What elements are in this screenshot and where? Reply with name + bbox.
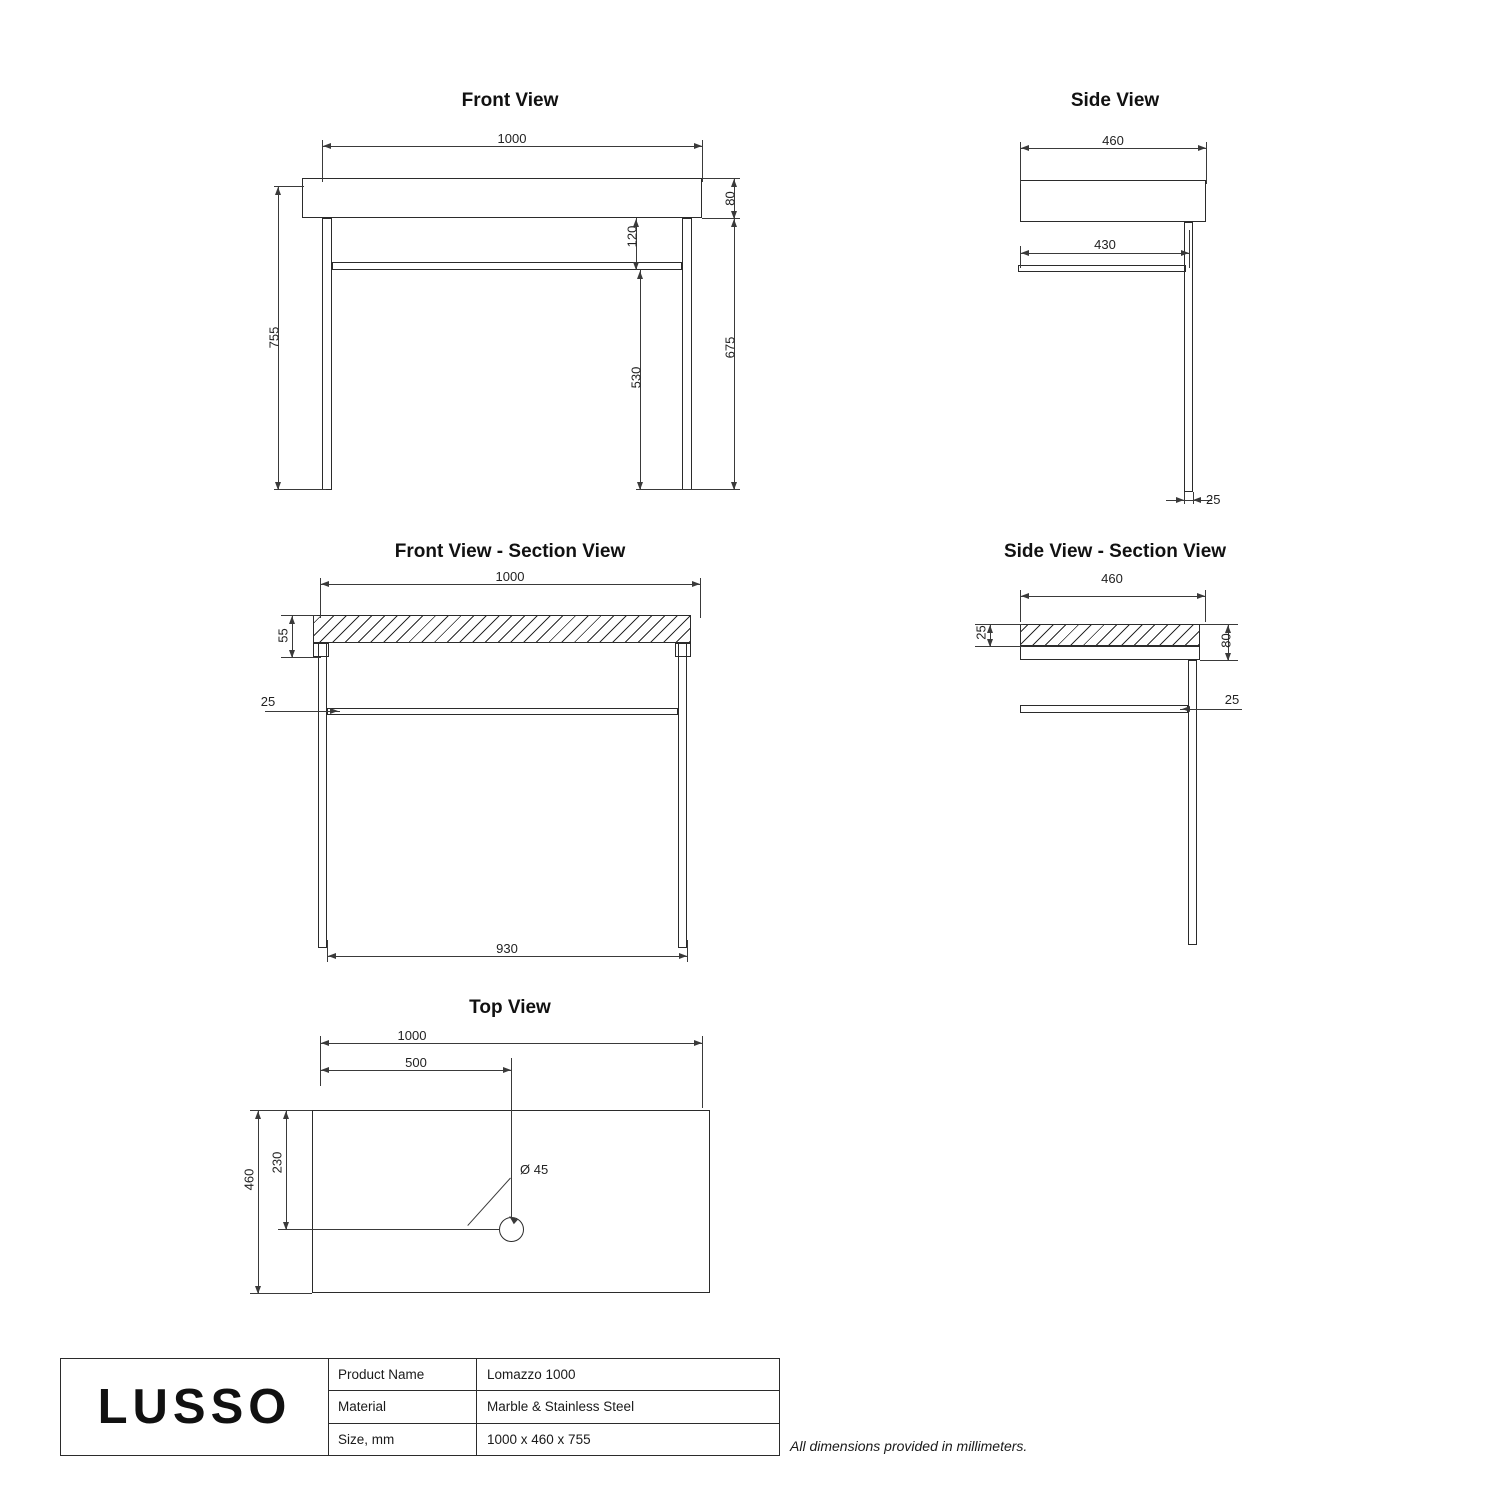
front-section-leg-right xyxy=(678,643,687,948)
spec-label-size: Size, mm xyxy=(329,1424,477,1455)
top-460-dimline xyxy=(258,1110,259,1293)
spec-row-product-name xyxy=(329,1359,779,1391)
spec-label-material: Material xyxy=(329,1391,477,1422)
top-230-dimline xyxy=(286,1110,287,1229)
fs-25-value: 25 xyxy=(260,694,276,709)
side-25-arrow-a xyxy=(1176,497,1184,503)
top-500-value: 500 xyxy=(405,1055,427,1070)
side-section-rail xyxy=(1020,705,1188,713)
fs-930-dimline xyxy=(327,956,687,957)
front-section-title: Front View - Section View xyxy=(394,541,626,562)
top-1000-arrow-right xyxy=(694,1040,702,1046)
front-width-arrow-right xyxy=(694,143,702,149)
fs-25-dimline xyxy=(265,711,340,712)
front-width-ext-right xyxy=(702,140,703,182)
hole-diameter-value: Ø 45 xyxy=(520,1162,549,1177)
top-1000-dimline xyxy=(320,1043,702,1044)
front-thick-value: 80 xyxy=(722,191,738,206)
side-section-top-hatch xyxy=(1020,624,1200,646)
ss-460-ext-right xyxy=(1205,590,1206,622)
top-1000-arrow-left xyxy=(321,1040,329,1046)
front-675-value: 675 xyxy=(722,336,738,359)
ss-80-value: 80 xyxy=(1218,633,1234,648)
top-460-arrow-up xyxy=(255,1111,261,1119)
front-530-value: 530 xyxy=(628,366,644,389)
fs-930-arrow-right xyxy=(679,953,687,959)
front-section-top-hatch xyxy=(313,615,691,643)
ss-25b-arrow xyxy=(1182,706,1190,712)
top-230-arrow-down xyxy=(283,1222,289,1230)
side-460-arrow-right xyxy=(1198,145,1206,151)
side-section-top-body xyxy=(1020,646,1200,660)
spec-table xyxy=(329,1359,779,1455)
top-230-arrow-up xyxy=(283,1111,289,1119)
ss-460-arrow-left xyxy=(1021,593,1029,599)
side-430-value: 430 xyxy=(1094,237,1116,252)
fs-1000-dimline xyxy=(320,584,700,585)
front-width-arrow-left xyxy=(323,143,331,149)
side-460-dimline xyxy=(1020,148,1206,149)
title-block xyxy=(60,1358,780,1456)
front-leg-right xyxy=(682,218,692,490)
top-500-dimline xyxy=(320,1070,511,1071)
side-top-slab xyxy=(1020,180,1206,222)
units-footnote: All dimensions provided in millimeters. xyxy=(790,1438,1028,1454)
side-section-leg xyxy=(1188,660,1197,945)
top-230-ext-bot xyxy=(278,1229,500,1230)
side-460-ext-right xyxy=(1206,142,1207,184)
side-section-title: Side View - Section View xyxy=(1003,541,1227,562)
spec-value-material: Marble & Stainless Steel xyxy=(487,1399,635,1415)
front-width-dimline xyxy=(322,146,702,147)
spec-label-product-name: Product Name xyxy=(329,1359,477,1390)
front-height-arrow-down xyxy=(275,482,281,490)
fs-1000-arrow-left xyxy=(321,581,329,587)
spec-value-product-name: Lomazzo 1000 xyxy=(487,1367,576,1383)
ss-460-arrow-right xyxy=(1197,593,1205,599)
spec-value-size: 1000 x 460 x 755 xyxy=(487,1431,591,1447)
top-460-value: 460 xyxy=(241,1168,257,1191)
ss-25-value: 25 xyxy=(973,625,989,640)
front-width-value: 1000 xyxy=(497,131,527,146)
spec-row-size xyxy=(329,1424,779,1455)
fs-55-value: 55 xyxy=(275,628,291,643)
front-height-arrow-up xyxy=(275,187,281,195)
brand-logo: LUSSO xyxy=(97,1380,292,1434)
front-675-arrow-up xyxy=(731,219,737,227)
side-view-title: Side View xyxy=(1070,90,1160,111)
side-430-ext-right xyxy=(1189,230,1190,268)
front-530-ext-bot xyxy=(636,489,694,490)
fs-25-arrow xyxy=(330,708,338,714)
front-530-arrow-up xyxy=(637,271,643,279)
side-460-arrow-left xyxy=(1021,145,1029,151)
front-gap-value: 120 xyxy=(624,225,640,248)
top-500-arrow-left xyxy=(321,1067,329,1073)
front-height-value: 755 xyxy=(266,326,282,349)
side-430-dimline xyxy=(1020,253,1189,254)
front-530-arrow-down xyxy=(637,482,643,490)
fs-930-value: 930 xyxy=(496,941,518,956)
top-230-value: 230 xyxy=(269,1151,285,1174)
brand-logo-cell xyxy=(61,1359,329,1455)
front-section-rail xyxy=(327,708,678,715)
ss-25b-value: 25 xyxy=(1224,692,1240,707)
side-25-value: 25 xyxy=(1206,492,1221,507)
front-height-ext-bot xyxy=(274,489,326,490)
ss-460-dimline xyxy=(1020,596,1205,597)
fs-930-arrow-left xyxy=(328,953,336,959)
top-view-title: Top View xyxy=(469,997,551,1018)
side-25-ext-left xyxy=(1184,492,1185,504)
fs-1000-arrow-right xyxy=(692,581,700,587)
spec-row-material xyxy=(329,1391,779,1423)
fs-1000-ext-right xyxy=(700,578,701,618)
ss-460-value: 460 xyxy=(1101,571,1123,586)
top-500-ext-right xyxy=(511,1058,512,1218)
front-leg-left xyxy=(322,218,332,490)
side-430-arrow-left xyxy=(1021,250,1029,256)
side-rail xyxy=(1018,265,1186,272)
top-460-arrow-down xyxy=(255,1286,261,1294)
fs-930-ext-right xyxy=(687,940,688,962)
top-1000-value: 1000 xyxy=(397,1028,427,1043)
top-1000-ext-right xyxy=(702,1036,703,1108)
front-section-leg-left xyxy=(318,643,327,948)
side-25-arrow-b xyxy=(1193,497,1201,503)
front-675-arrow-down xyxy=(731,482,737,490)
fs-1000-value: 1000 xyxy=(495,569,525,584)
side-430-arrow-right xyxy=(1181,250,1189,256)
top-500-arrow-right xyxy=(503,1067,511,1073)
front-top-slab xyxy=(302,178,702,218)
front-view-title: Front View xyxy=(461,90,559,111)
side-460-value: 460 xyxy=(1102,133,1124,148)
